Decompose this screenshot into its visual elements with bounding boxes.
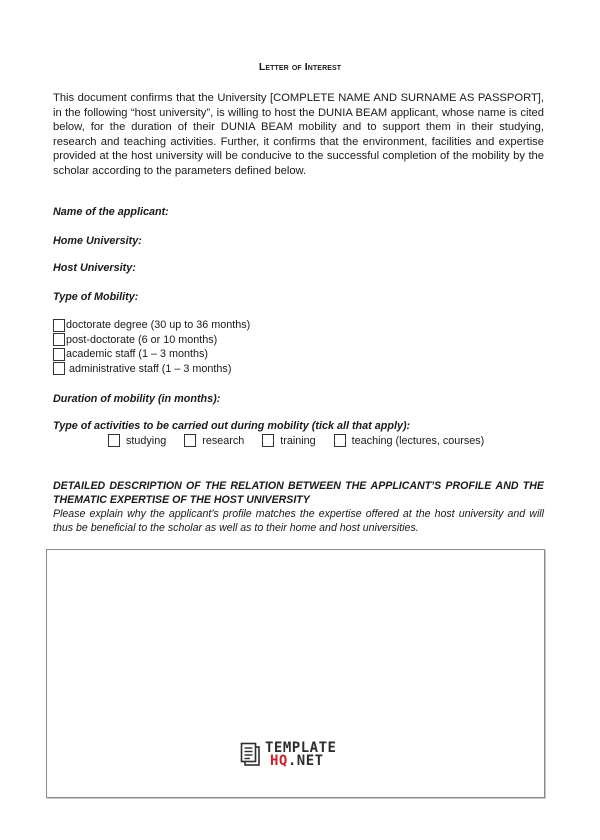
watermark-logo xyxy=(240,742,336,768)
intro-paragraph: This document confirms that the University [COMPLETE NAME AND SURNAME AS PASSPORT], in the following “host university”, is willing to host the DUNIA BEAM applicant, whose name is cited below, for the duration of their DUNIA BEAM mobility and to support them in their studying, research and teaching activities. Further, it confirms that the environment, facilities and expertise provided at the host university will be conducive to the successful completion of the mobility by the scholar according to the parameters defined below. xyxy=(53,92,544,177)
checkbox[interactable] xyxy=(53,319,65,332)
checkbox[interactable] xyxy=(184,434,196,447)
duration-label: Duration of mobility (in months): xyxy=(53,393,221,405)
heading-word: PROFILE xyxy=(445,480,492,492)
applicant-name-label: Name of the applicant: xyxy=(53,206,169,218)
option-label: administrative staff (1 – 3 months) xyxy=(66,362,232,375)
option-label: post-doctorate (6 or 10 months) xyxy=(66,333,218,346)
checkbox[interactable] xyxy=(53,348,65,361)
option-label: teaching (lectures, courses) xyxy=(351,434,485,447)
mobility-option-doctorate[interactable] xyxy=(53,318,250,333)
mobility-type-options xyxy=(53,318,250,376)
activity-option-studying[interactable] xyxy=(108,434,166,447)
activity-options xyxy=(108,434,502,447)
mobility-option-administrative-staff[interactable] xyxy=(53,362,250,377)
mobility-option-post-doctorate[interactable] xyxy=(53,333,250,348)
option-label: studying xyxy=(126,434,167,447)
activity-option-research[interactable] xyxy=(184,434,244,447)
heading-word: THE xyxy=(345,480,367,492)
host-university-label: Host University: xyxy=(53,262,136,274)
document-title: Letter of Interest xyxy=(258,61,342,73)
section-heading-line2: THEMATIC EXPERTISE OF THE HOST UNIVERSITY xyxy=(53,494,310,506)
checkbox[interactable] xyxy=(53,333,65,346)
heading-word: THE xyxy=(522,480,544,492)
heading-word: THE xyxy=(204,480,227,492)
mobility-option-academic-staff[interactable] xyxy=(53,347,250,362)
home-university-label: Home University: xyxy=(53,235,142,247)
option-label: research xyxy=(202,434,245,447)
activity-option-training[interactable] xyxy=(262,434,315,447)
heading-word: DETAILED xyxy=(53,480,106,492)
checkbox[interactable] xyxy=(334,434,346,447)
heading-word: AND xyxy=(495,480,519,492)
mobility-type-label: Type of Mobility: xyxy=(53,291,139,303)
section-heading-line1 xyxy=(53,479,544,493)
option-label: doctorate degree (30 up to 36 months) xyxy=(66,319,251,331)
heading-word: RELATION xyxy=(230,480,284,492)
checkbox[interactable] xyxy=(53,362,65,375)
watermark-hq: HQ xyxy=(270,753,288,769)
activities-label: Type of activities to be carried out during mobility (tick all that apply): xyxy=(53,420,411,432)
section-description: Please explain why the applicant’s profile matches the expertise offered at the host university and will thus be beneficial to the scholar as well as to their home and host universities. xyxy=(53,508,544,534)
section-heading xyxy=(53,479,544,507)
checkbox[interactable] xyxy=(108,434,120,447)
watermark-net: .NET xyxy=(287,753,324,769)
checkbox[interactable] xyxy=(262,434,274,447)
heading-word: APPLICANT’S xyxy=(370,480,442,492)
heading-word: BETWEEN xyxy=(287,480,341,492)
option-label: academic staff (1 – 3 months) xyxy=(66,348,209,360)
option-label: training xyxy=(280,434,316,447)
activity-option-teaching[interactable] xyxy=(334,434,485,447)
watermark-line1: TEMPLATE xyxy=(265,740,337,756)
watermark-text xyxy=(265,742,336,768)
heading-word: OF xyxy=(186,480,201,492)
document-stack-icon xyxy=(240,742,262,768)
heading-word: DESCRIPTION xyxy=(109,480,182,492)
watermark-line2 xyxy=(265,755,336,768)
